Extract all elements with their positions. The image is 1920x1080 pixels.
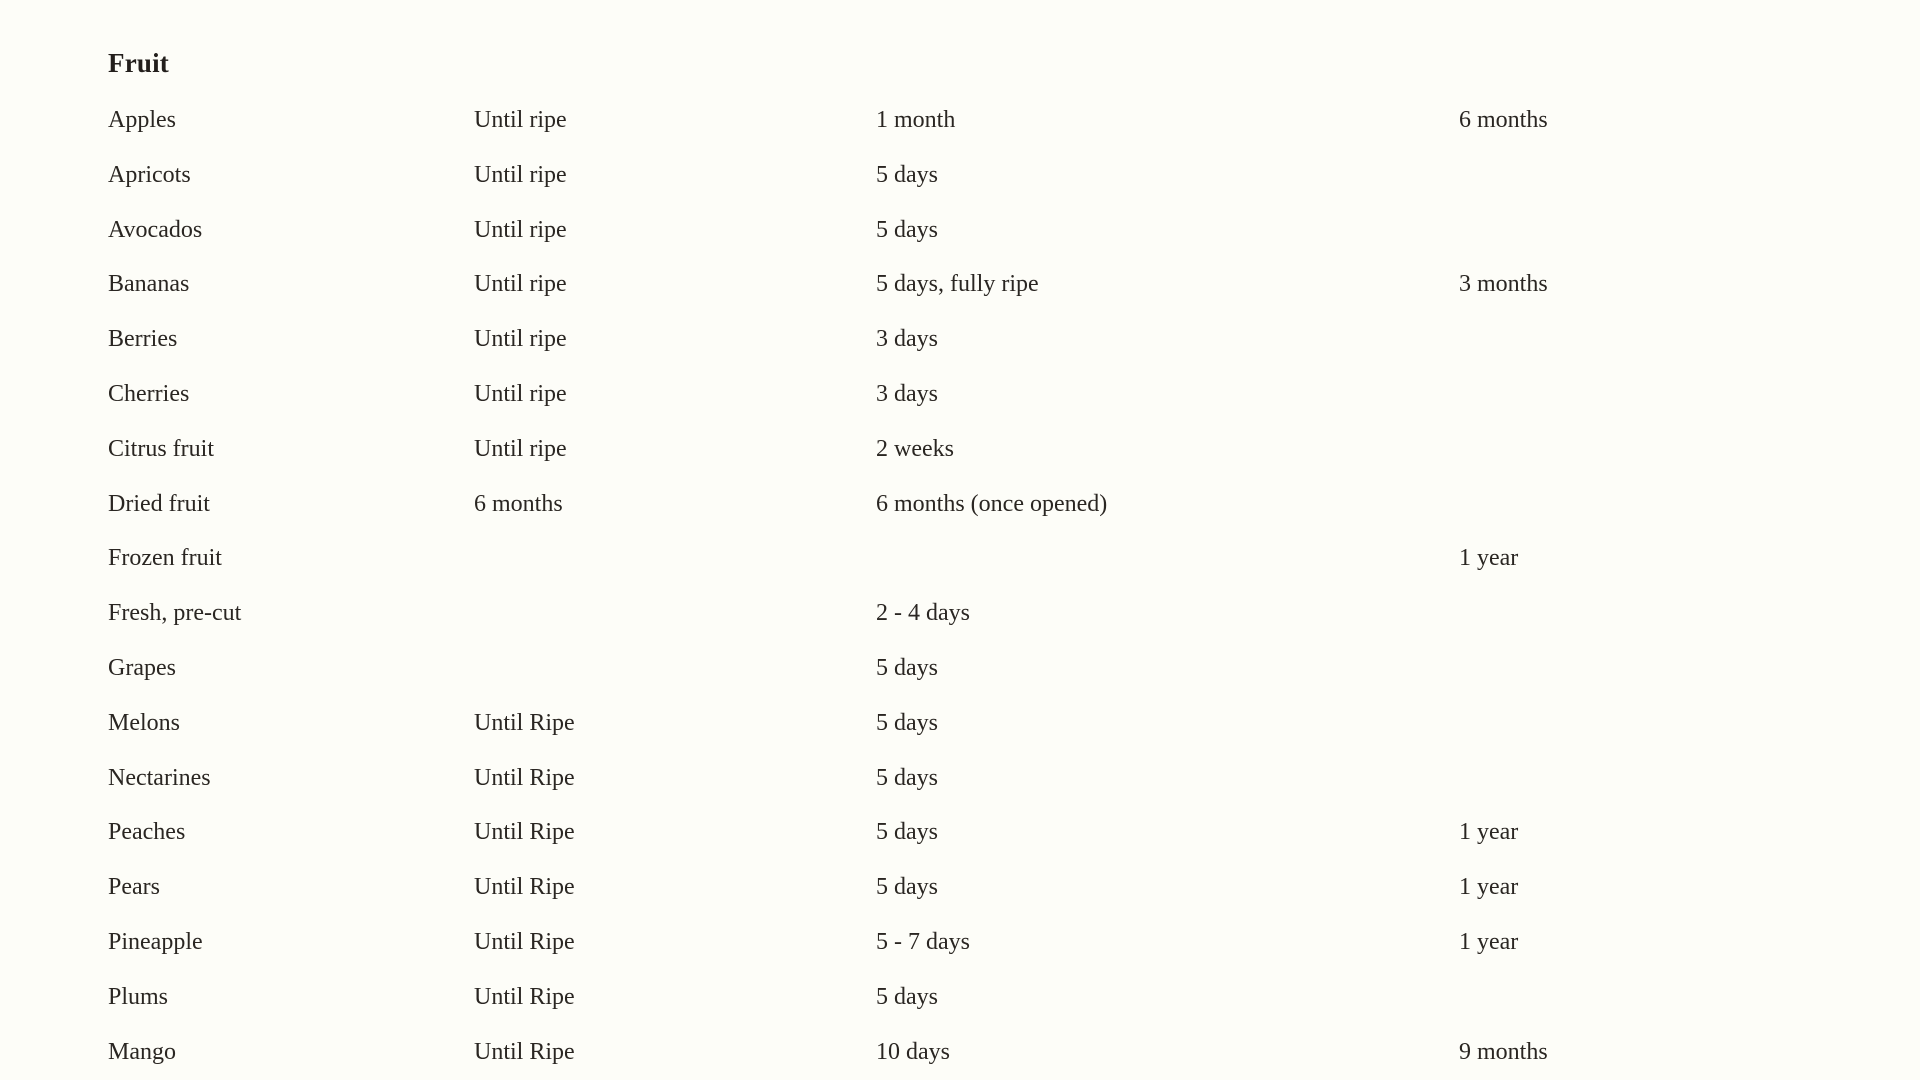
table-row bbox=[0, 429, 1920, 484]
fruit-storage-table bbox=[0, 100, 1920, 1080]
fridge-duration-cell: 3 days bbox=[876, 326, 938, 353]
fridge-duration-cell: 5 days bbox=[876, 161, 938, 188]
section-title: Fruit bbox=[108, 48, 169, 78]
fridge-duration-cell: 5 days bbox=[876, 819, 938, 846]
fruit-name-cell: Pears bbox=[108, 874, 160, 901]
fruit-name-cell: Bananas bbox=[108, 271, 190, 298]
counter-duration-cell: Until Ripe bbox=[474, 983, 575, 1010]
table-row bbox=[0, 155, 1920, 210]
counter-duration-cell: Until ripe bbox=[474, 161, 567, 188]
counter-duration-cell: Until ripe bbox=[474, 380, 567, 407]
fruit-name-cell: Pineapple bbox=[108, 928, 203, 955]
fridge-duration-cell: 5 days bbox=[876, 874, 938, 901]
table-row bbox=[0, 484, 1920, 539]
table-row bbox=[0, 319, 1920, 374]
fruit-name-cell: Avocados bbox=[108, 216, 203, 243]
counter-duration-cell: Until Ripe bbox=[474, 874, 575, 901]
fridge-duration-cell: 5 - 7 days bbox=[876, 928, 970, 955]
freezer-duration-cell: 3 months bbox=[1459, 271, 1548, 298]
counter-duration-cell: Until ripe bbox=[474, 216, 567, 243]
table-row bbox=[0, 210, 1920, 265]
table-row bbox=[0, 264, 1920, 319]
table-row bbox=[0, 812, 1920, 867]
freezer-duration-cell: 9 months bbox=[1459, 1038, 1548, 1065]
fruit-name-cell: Cherries bbox=[108, 380, 190, 407]
fruit-name-cell: Melons bbox=[108, 709, 180, 736]
table-row bbox=[0, 703, 1920, 758]
fridge-duration-cell: 3 days bbox=[876, 380, 938, 407]
freezer-duration-cell: 6 months bbox=[1459, 107, 1548, 133]
fridge-duration-cell: 10 days bbox=[876, 1038, 950, 1065]
fruit-name-cell: Fresh, pre-cut bbox=[108, 600, 242, 627]
fridge-duration-cell: 5 days bbox=[876, 709, 938, 736]
fruit-name-cell: Mango bbox=[108, 1038, 176, 1065]
table-row bbox=[0, 100, 1920, 155]
counter-duration-cell: Until Ripe bbox=[474, 928, 575, 955]
fridge-duration-cell: 2 - 4 days bbox=[876, 600, 970, 627]
counter-duration-cell: Until Ripe bbox=[474, 709, 575, 736]
table-row bbox=[0, 648, 1920, 703]
counter-duration-cell: Until Ripe bbox=[474, 1038, 575, 1065]
counter-duration-cell: Until ripe bbox=[474, 435, 567, 462]
table-row bbox=[0, 922, 1920, 977]
fruit-name-cell: Citrus fruit bbox=[108, 435, 214, 462]
fruit-name-cell: Apples bbox=[108, 107, 176, 133]
fridge-duration-cell: 5 days bbox=[876, 216, 938, 243]
fruit-name-cell: Berries bbox=[108, 326, 178, 353]
freezer-duration-cell: 1 year bbox=[1459, 874, 1519, 901]
fridge-duration-cell: 5 days bbox=[876, 983, 938, 1010]
fruit-name-cell: Nectarines bbox=[108, 764, 211, 791]
fruit-name-cell: Plums bbox=[108, 983, 169, 1010]
fridge-duration-cell: 6 months (once opened) bbox=[876, 490, 1108, 517]
counter-duration-cell: Until ripe bbox=[474, 271, 567, 298]
counter-duration-cell: Until Ripe bbox=[474, 764, 575, 791]
counter-duration-cell: Until Ripe bbox=[474, 819, 575, 846]
counter-duration-cell: Until ripe bbox=[474, 107, 567, 133]
fridge-duration-cell: 2 weeks bbox=[876, 435, 954, 462]
fridge-duration-cell: 5 days bbox=[876, 764, 938, 791]
fridge-duration-cell: 5 days, fully ripe bbox=[876, 271, 1039, 298]
table-row bbox=[0, 374, 1920, 429]
fruit-name-cell: Apricots bbox=[108, 161, 191, 188]
counter-duration-cell: Until ripe bbox=[474, 326, 567, 353]
freezer-duration-cell: 1 year bbox=[1459, 928, 1519, 955]
table-row bbox=[0, 593, 1920, 648]
fridge-duration-cell: 5 days bbox=[876, 654, 938, 681]
fruit-name-cell: Grapes bbox=[108, 654, 176, 681]
fruit-name-cell: Peaches bbox=[108, 819, 186, 846]
table-row bbox=[0, 1032, 1920, 1080]
table-row bbox=[0, 977, 1920, 1032]
counter-duration-cell: 6 months bbox=[474, 490, 563, 517]
fruit-name-cell: Frozen fruit bbox=[108, 545, 222, 572]
table-row bbox=[0, 538, 1920, 593]
fridge-duration-cell: 1 month bbox=[876, 107, 956, 133]
table-row bbox=[0, 867, 1920, 922]
table-row bbox=[0, 758, 1920, 813]
fruit-name-cell: Dried fruit bbox=[108, 490, 210, 517]
freezer-duration-cell: 1 year bbox=[1459, 819, 1519, 846]
freezer-duration-cell: 1 year bbox=[1459, 545, 1519, 572]
